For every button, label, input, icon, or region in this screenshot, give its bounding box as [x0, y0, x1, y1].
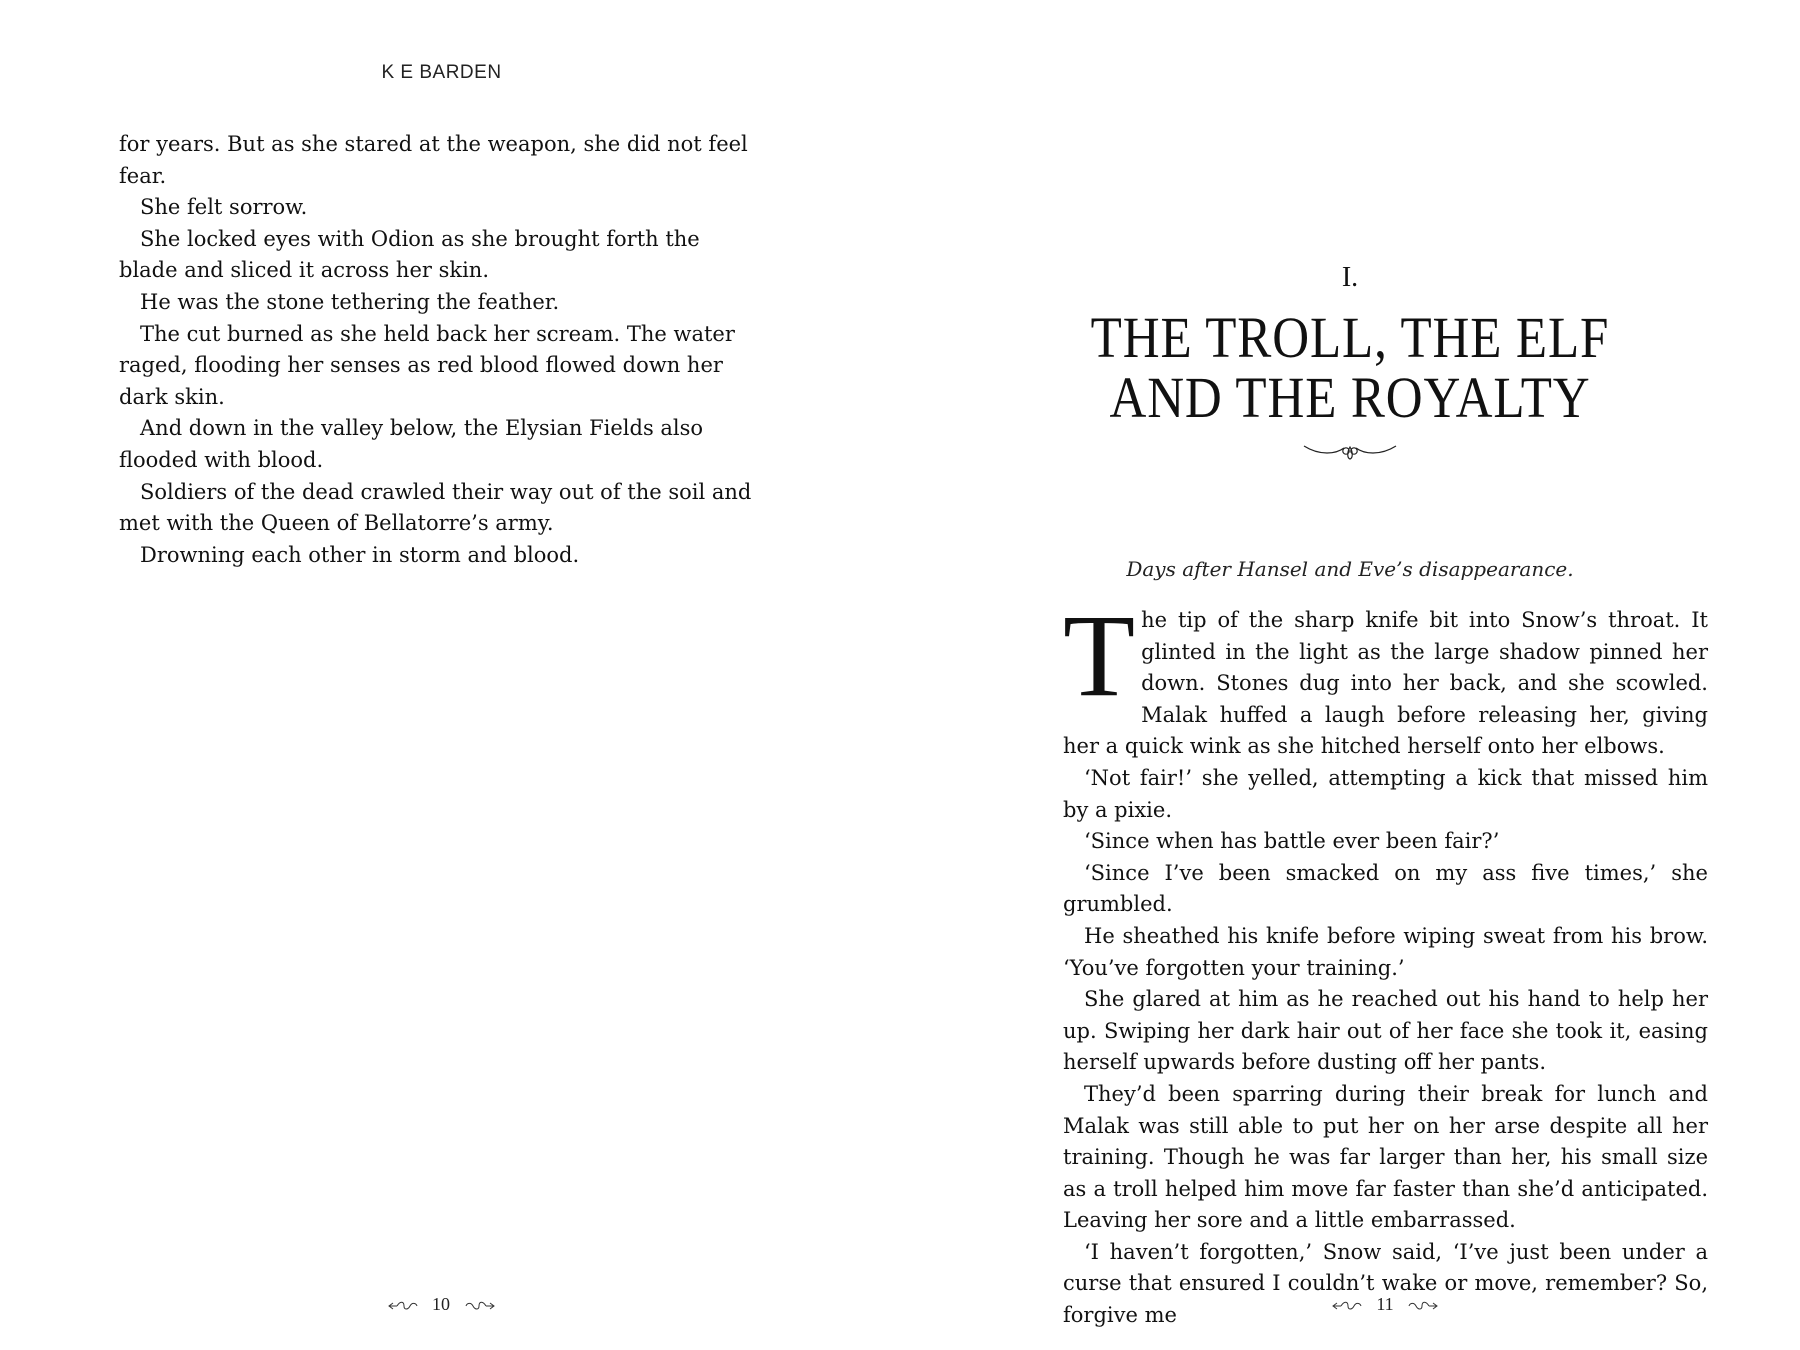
chapter-title-line: AND THE ROYALTY: [1109, 365, 1591, 430]
paragraph: ‘Since I’ve been smacked on my ass five times,’ she grumbled.: [1063, 860, 1708, 917]
page-number-left: [381, 1294, 501, 1315]
page-number: 10: [432, 1294, 450, 1314]
paragraph: Soldiers of the dead crawled their way out of the soil and met with the Queen of Bellatorre’s army.: [119, 479, 752, 536]
left-body-text: [119, 129, 764, 571]
chapter-title-line: THE TROLL, THE ELF: [1090, 305, 1610, 370]
paragraph: She glared at him as he reached out his hand to help her up. Swiping her dark hair out of her face she took it, easing herself upwards before dusting off her pants.: [1063, 987, 1708, 1075]
first-paragraph: [1063, 590, 1708, 763]
paragraph: And down in the valley below, the Elysian Fields also flooded with blood.: [119, 416, 704, 472]
epigraph: Days after Hansel and Eve’s disappearance.: [1126, 557, 1574, 581]
folio-flourish-right-icon: [1408, 1300, 1438, 1312]
paragraph: ‘Not fair!’ she yelled, attempting a kick that missed him by a pixie.: [1063, 765, 1708, 822]
paragraph: They’d been sparring during their break for lunch and Malak was still able to put her on her arse despite all her training. Though he was far larger than her, his small size as a troll helped him move far faster than she’d anticipated. Leaving her sore and a little embarrassed.: [1063, 1081, 1708, 1233]
paragraph: He was the stone tethering the feather.: [140, 289, 560, 314]
first-paragraph-text: he tip of the sharp knife bit into Snow’s throat. It glinted in the light as the large shadow pinned her down. Stones dug into her back, and she scowled. Malak huffed a laugh before releasing her, giving her a quick wink as she hitched herself onto her elbows.: [1063, 608, 1708, 759]
right-page: [900, 0, 1800, 1350]
paragraph: ‘Since when has battle ever been fair?’: [1084, 829, 1500, 854]
paragraph: The cut burned as she held back her scream. The water raged, flooding her senses as red blood flowed down her dark skin.: [119, 321, 735, 409]
flourish-ornament-icon: [900, 438, 1800, 466]
folio-flourish-left-icon: [1332, 1300, 1362, 1312]
chapter-number: I.: [1341, 262, 1359, 293]
drop-cap: T: [1063, 590, 1136, 721]
paragraph: She felt sorrow.: [140, 195, 308, 220]
right-body-text: [1063, 590, 1708, 1332]
running-head: K E BARDEN: [381, 62, 502, 83]
chapter-title: [954, 305, 1746, 430]
paragraph: Drowning each other in storm and blood.: [140, 542, 580, 567]
folio-flourish-right-icon: [465, 1300, 495, 1312]
page-number: 11: [1376, 1294, 1394, 1314]
paragraph: He sheathed his knife before wiping sweat from his brow. ‘You’ve forgotten your training.’: [1063, 923, 1708, 980]
page-number-right: [1325, 1294, 1445, 1315]
paragraph: She locked eyes with Odion as she brought forth the blade and sliced it across her skin.: [119, 226, 700, 283]
folio-flourish-left-icon: [388, 1300, 418, 1312]
paragraph: for years. But as she stared at the weapon, she did not feel fear.: [119, 132, 748, 188]
paragraph: ‘I haven’t forgotten,’ Snow said, ‘I’ve just been under a curse that ensured I couldn’t wake or move, remember? So, forgive me: [1063, 1239, 1708, 1328]
